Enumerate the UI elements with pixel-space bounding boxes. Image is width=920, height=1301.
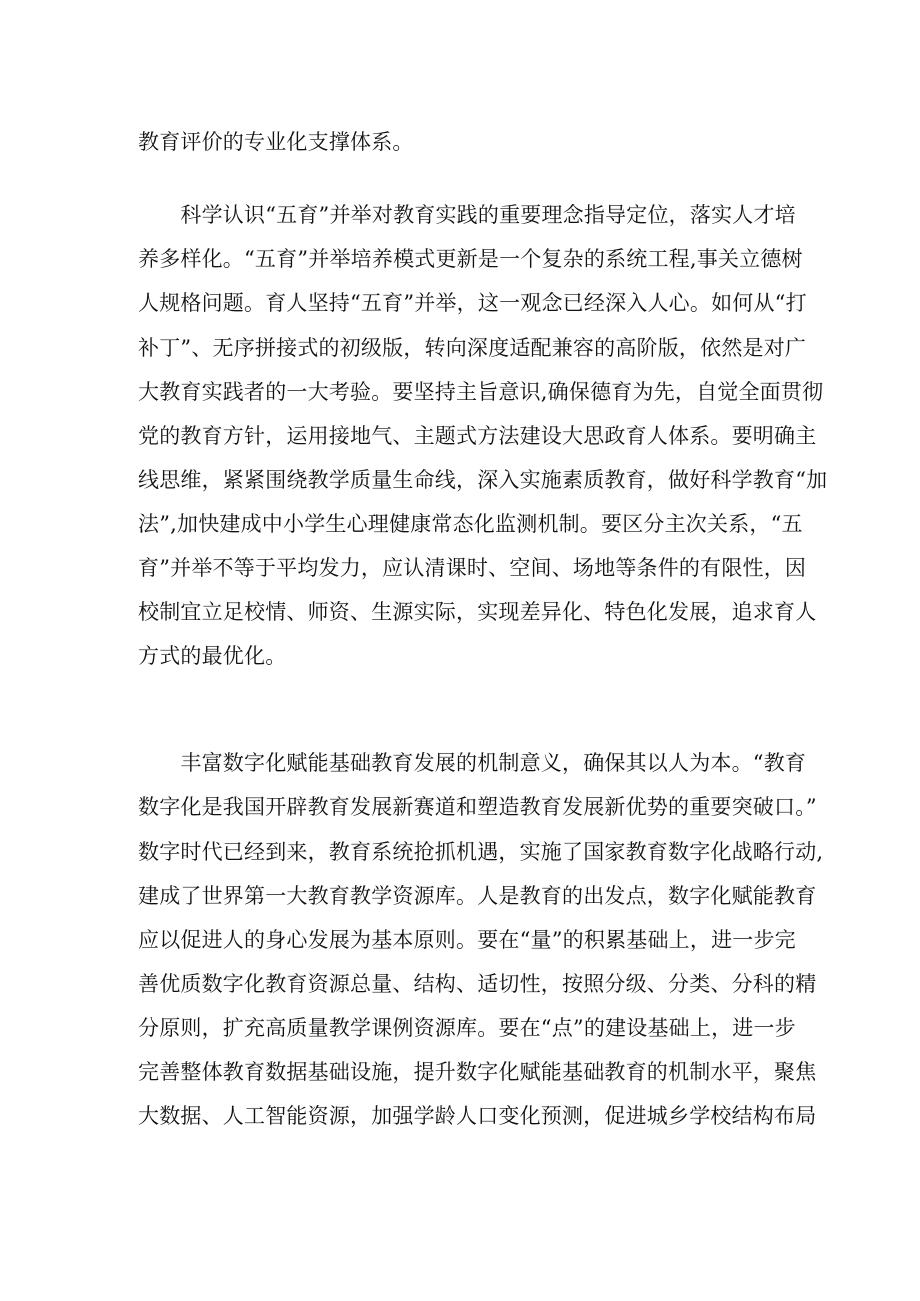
text-line: 党的教育方针，运用接地气、主题式方法建设大思政育人体系。要明确主 — [138, 424, 817, 448]
text-line: 线思维，紧紧围绕教学质量生命线，深入实施素质教育，做好科学教育“加 — [138, 468, 828, 492]
text-line: 完善整体教育数据基础设施，提升数字化赋能基础教育的机制水平，聚焦 — [138, 1060, 817, 1084]
text-line: 养多样化。“五育”并举培养模式更新是一个复杂的系统工程,事关立德树 — [138, 247, 803, 271]
text-line: 应以促进人的身心发展为基本原则。要在“量”的积累基础上，进一步完 — [138, 928, 796, 952]
text-line: 丰富数字化赋能基础教育发展的机制意义，确保其以人为本。“教育 — [138, 751, 807, 775]
text-line: 校制宜立足校情、师资、生源实际，实现差异化、特色化发展，追求育人 — [138, 600, 817, 624]
text-line — [138, 1142, 788, 1178]
text-line: 大教育实践者的一大考验。要坚持主旨意识,确保德育为先，自觉全面贯彻 — [138, 380, 824, 404]
text-line: 科学认识“五育”并举对教育实践的重要理念指导定位，落实人才培 — [138, 203, 796, 227]
text-line: 善优质数字化教育资源总量、结构、适切性，按照分级、分类、分科的精 — [138, 972, 817, 996]
text-line: 方式的最优化。 — [138, 644, 287, 668]
text-line: 人规格问题。育人坚持“五育”并举，这一观念已经深入人心。如何从“打 — [138, 291, 807, 315]
text-line: 法”,加快建成中小学生心理健康常态化监测机制。要区分主次关系，“五 — [138, 512, 803, 536]
text-line: 教育评价的专业化支撑体系。 — [138, 130, 414, 154]
text-line: 补丁”、无序拼接式的初级版，转向深度适配兼容的高阶版，依然是对广 — [138, 336, 807, 360]
text-line — [138, 682, 788, 718]
text-line: 分原则，扩充高质量教学课例资源库。要在“点”的建设基础上，进一步 — [138, 1016, 796, 1040]
text-line: 数字化是我国开辟教育发展新赛道和塑造教育发展新优势的重要突破口。” — [138, 795, 817, 819]
text-line: 建成了世界第一大教育教学资源库。人是教育的出发点，数字化赋能教育 — [138, 884, 817, 908]
text-line: 育”并举不等于平均发力，应认清课时、空间、场地等条件的有限性，因 — [138, 556, 807, 580]
text-line: 数字时代已经到来，教育系统抢抓机遇，实施了国家教育数字化战略行动, — [138, 840, 824, 864]
text-line: 大数据、人工智能资源，加强学龄人口变化预测，促进城乡学校结构布局 — [138, 1104, 817, 1128]
